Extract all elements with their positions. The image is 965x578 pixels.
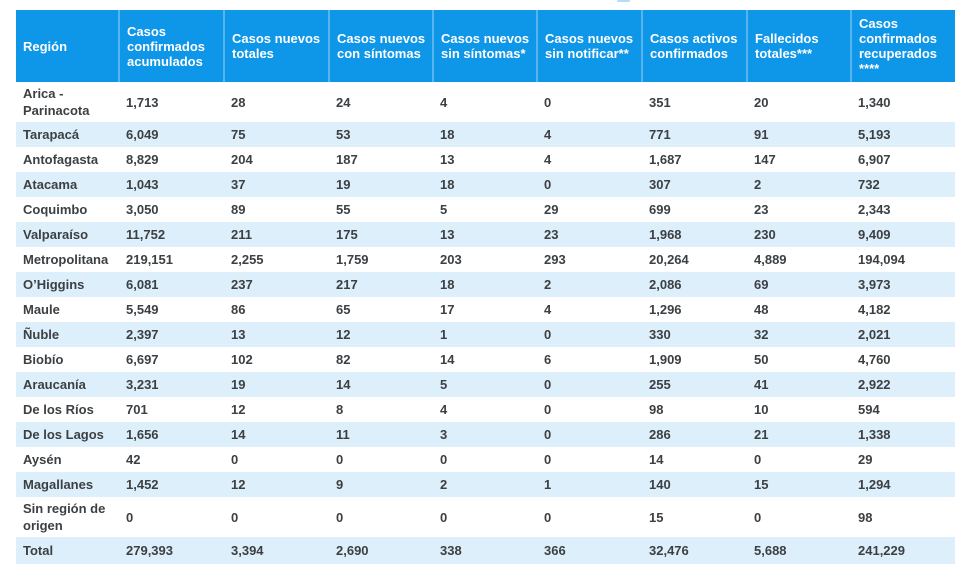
value-cell: 2,397: [119, 322, 224, 347]
table-row: [16, 272, 955, 297]
table-header: [16, 10, 955, 82]
value-cell: 4: [433, 397, 537, 422]
region-cell: Arica - Parinacota: [16, 82, 119, 122]
value-cell: 2,343: [851, 197, 955, 222]
value-cell: 701: [119, 397, 224, 422]
value-cell: 0: [537, 497, 642, 537]
value-cell: 91: [747, 122, 851, 147]
value-cell: 5: [433, 372, 537, 397]
value-cell: 17: [433, 297, 537, 322]
region-cell: Maule: [16, 297, 119, 322]
region-cell: De los Ríos: [16, 397, 119, 422]
value-cell: 0: [224, 447, 329, 472]
region-cell: Sin región de origen: [16, 497, 119, 537]
value-cell: 594: [851, 397, 955, 422]
value-cell: 82: [329, 347, 433, 372]
value-cell: 0: [433, 497, 537, 537]
table-row: [16, 82, 955, 122]
value-cell: 2: [747, 172, 851, 197]
value-cell: 37: [224, 172, 329, 197]
region-cell: Araucanía: [16, 372, 119, 397]
value-cell: 241,229: [851, 537, 955, 564]
value-cell: 29: [851, 447, 955, 472]
value-cell: 55: [329, 197, 433, 222]
total-row: [16, 537, 955, 564]
value-cell: 1,968: [642, 222, 747, 247]
value-cell: 15: [747, 472, 851, 497]
value-cell: 2: [433, 472, 537, 497]
value-cell: 5,193: [851, 122, 955, 147]
value-cell: 9: [329, 472, 433, 497]
region-cell: Atacama: [16, 172, 119, 197]
column-header-5: Casos nuevos sin síntomas*: [433, 10, 537, 82]
value-cell: 0: [537, 422, 642, 447]
cropped-content-fragment: [617, 0, 630, 2]
value-cell: 32: [747, 322, 851, 347]
value-cell: 140: [642, 472, 747, 497]
value-cell: 0: [537, 397, 642, 422]
value-cell: 230: [747, 222, 851, 247]
value-cell: 0: [119, 497, 224, 537]
value-cell: 19: [329, 172, 433, 197]
value-cell: 6: [537, 347, 642, 372]
table-row: [16, 172, 955, 197]
value-cell: 12: [224, 472, 329, 497]
region-cell: Antofagasta: [16, 147, 119, 172]
value-cell: 86: [224, 297, 329, 322]
value-cell: 6,697: [119, 347, 224, 372]
table-row: [16, 247, 955, 272]
value-cell: 8,829: [119, 147, 224, 172]
value-cell: 18: [433, 172, 537, 197]
column-header-8: Fallecidos totales***: [747, 10, 851, 82]
value-cell: 13: [433, 222, 537, 247]
value-cell: 18: [433, 272, 537, 297]
table-row: [16, 322, 955, 347]
value-cell: 6,081: [119, 272, 224, 297]
value-cell: 9,409: [851, 222, 955, 247]
value-cell: 1,043: [119, 172, 224, 197]
column-header-7: Casos activos confirmados: [642, 10, 747, 82]
table-row: [16, 372, 955, 397]
value-cell: 6,049: [119, 122, 224, 147]
value-cell: 5,549: [119, 297, 224, 322]
table-row: [16, 347, 955, 372]
value-cell: 4: [537, 147, 642, 172]
value-cell: 32,476: [642, 537, 747, 564]
table-row: [16, 197, 955, 222]
value-cell: 14: [433, 347, 537, 372]
region-cell: De los Lagos: [16, 422, 119, 447]
value-cell: 42: [119, 447, 224, 472]
value-cell: 351: [642, 82, 747, 122]
region-cell: Tarapacá: [16, 122, 119, 147]
value-cell: 1: [433, 322, 537, 347]
value-cell: 4: [537, 297, 642, 322]
value-cell: 1,338: [851, 422, 955, 447]
value-cell: 2,255: [224, 247, 329, 272]
value-cell: 0: [537, 447, 642, 472]
header-row: [16, 10, 955, 82]
value-cell: 4,889: [747, 247, 851, 272]
value-cell: 732: [851, 172, 955, 197]
value-cell: 1,909: [642, 347, 747, 372]
value-cell: 0: [329, 497, 433, 537]
table-row: [16, 447, 955, 472]
value-cell: 4,182: [851, 297, 955, 322]
value-cell: 338: [433, 537, 537, 564]
value-cell: 14: [329, 372, 433, 397]
value-cell: 19: [224, 372, 329, 397]
value-cell: 12: [329, 322, 433, 347]
value-cell: 1,296: [642, 297, 747, 322]
value-cell: 48: [747, 297, 851, 322]
region-cell: O’Higgins: [16, 272, 119, 297]
table-body: [16, 82, 955, 564]
value-cell: 203: [433, 247, 537, 272]
value-cell: 366: [537, 537, 642, 564]
value-cell: 75: [224, 122, 329, 147]
value-cell: 21: [747, 422, 851, 447]
value-cell: 98: [642, 397, 747, 422]
value-cell: 1: [537, 472, 642, 497]
value-cell: 187: [329, 147, 433, 172]
value-cell: 286: [642, 422, 747, 447]
value-cell: 2,922: [851, 372, 955, 397]
region-cell: Aysén: [16, 447, 119, 472]
value-cell: 8: [329, 397, 433, 422]
value-cell: 50: [747, 347, 851, 372]
value-cell: 204: [224, 147, 329, 172]
value-cell: 0: [747, 447, 851, 472]
value-cell: 23: [537, 222, 642, 247]
value-cell: 23: [747, 197, 851, 222]
covid-region-table: [16, 10, 955, 564]
value-cell: 15: [642, 497, 747, 537]
value-cell: 28: [224, 82, 329, 122]
column-header-1: Región: [16, 10, 119, 82]
value-cell: 1,340: [851, 82, 955, 122]
value-cell: 10: [747, 397, 851, 422]
value-cell: 1,294: [851, 472, 955, 497]
value-cell: 699: [642, 197, 747, 222]
value-cell: 1,656: [119, 422, 224, 447]
region-cell: Valparaíso: [16, 222, 119, 247]
value-cell: 3,973: [851, 272, 955, 297]
table-row: [16, 297, 955, 322]
value-cell: 255: [642, 372, 747, 397]
region-cell: Metropolitana: [16, 247, 119, 272]
value-cell: 89: [224, 197, 329, 222]
value-cell: 65: [329, 297, 433, 322]
region-cell: Biobío: [16, 347, 119, 372]
value-cell: 0: [537, 322, 642, 347]
value-cell: 0: [537, 372, 642, 397]
value-cell: 5: [433, 197, 537, 222]
table-row: [16, 472, 955, 497]
value-cell: 13: [224, 322, 329, 347]
value-cell: 102: [224, 347, 329, 372]
value-cell: 4: [433, 82, 537, 122]
value-cell: 12: [224, 397, 329, 422]
value-cell: 2: [537, 272, 642, 297]
value-cell: 2,690: [329, 537, 433, 564]
table-row: [16, 122, 955, 147]
region-cell: Coquimbo: [16, 197, 119, 222]
value-cell: 0: [433, 447, 537, 472]
value-cell: 41: [747, 372, 851, 397]
value-cell: 4,760: [851, 347, 955, 372]
value-cell: 14: [642, 447, 747, 472]
table-row: [16, 222, 955, 247]
value-cell: 0: [537, 82, 642, 122]
value-cell: 13: [433, 147, 537, 172]
value-cell: 98: [851, 497, 955, 537]
value-cell: 3,050: [119, 197, 224, 222]
value-cell: 1,759: [329, 247, 433, 272]
value-cell: 29: [537, 197, 642, 222]
value-cell: 175: [329, 222, 433, 247]
value-cell: 293: [537, 247, 642, 272]
value-cell: 237: [224, 272, 329, 297]
table-row: [16, 497, 955, 537]
table-row: [16, 422, 955, 447]
table-row: [16, 397, 955, 422]
value-cell: 0: [747, 497, 851, 537]
value-cell: 211: [224, 222, 329, 247]
value-cell: 2,021: [851, 322, 955, 347]
value-cell: 69: [747, 272, 851, 297]
value-cell: 0: [224, 497, 329, 537]
column-header-3: Casos nuevos totales: [224, 10, 329, 82]
value-cell: 2,086: [642, 272, 747, 297]
region-cell: Magallanes: [16, 472, 119, 497]
value-cell: 6,907: [851, 147, 955, 172]
value-cell: 771: [642, 122, 747, 147]
value-cell: 14: [224, 422, 329, 447]
column-header-4: Casos nuevos con síntomas: [329, 10, 433, 82]
value-cell: 3: [433, 422, 537, 447]
value-cell: 3,394: [224, 537, 329, 564]
value-cell: 194,094: [851, 247, 955, 272]
value-cell: 4: [537, 122, 642, 147]
value-cell: 307: [642, 172, 747, 197]
table-row: [16, 147, 955, 172]
value-cell: 219,151: [119, 247, 224, 272]
region-cell: Total: [16, 537, 119, 564]
value-cell: 330: [642, 322, 747, 347]
value-cell: 1,687: [642, 147, 747, 172]
value-cell: 279,393: [119, 537, 224, 564]
column-header-2: Casos confirmados acumulados: [119, 10, 224, 82]
value-cell: 20: [747, 82, 851, 122]
value-cell: 5,688: [747, 537, 851, 564]
value-cell: 20,264: [642, 247, 747, 272]
value-cell: 0: [329, 447, 433, 472]
column-header-9: Casos confirmados recuperados ****: [851, 10, 955, 82]
value-cell: 53: [329, 122, 433, 147]
value-cell: 11,752: [119, 222, 224, 247]
value-cell: 18: [433, 122, 537, 147]
region-cell: Ñuble: [16, 322, 119, 347]
value-cell: 1,713: [119, 82, 224, 122]
value-cell: 11: [329, 422, 433, 447]
value-cell: 3,231: [119, 372, 224, 397]
value-cell: 24: [329, 82, 433, 122]
value-cell: 217: [329, 272, 433, 297]
value-cell: 1,452: [119, 472, 224, 497]
column-header-6: Casos nuevos sin notificar**: [537, 10, 642, 82]
value-cell: 0: [537, 172, 642, 197]
value-cell: 147: [747, 147, 851, 172]
